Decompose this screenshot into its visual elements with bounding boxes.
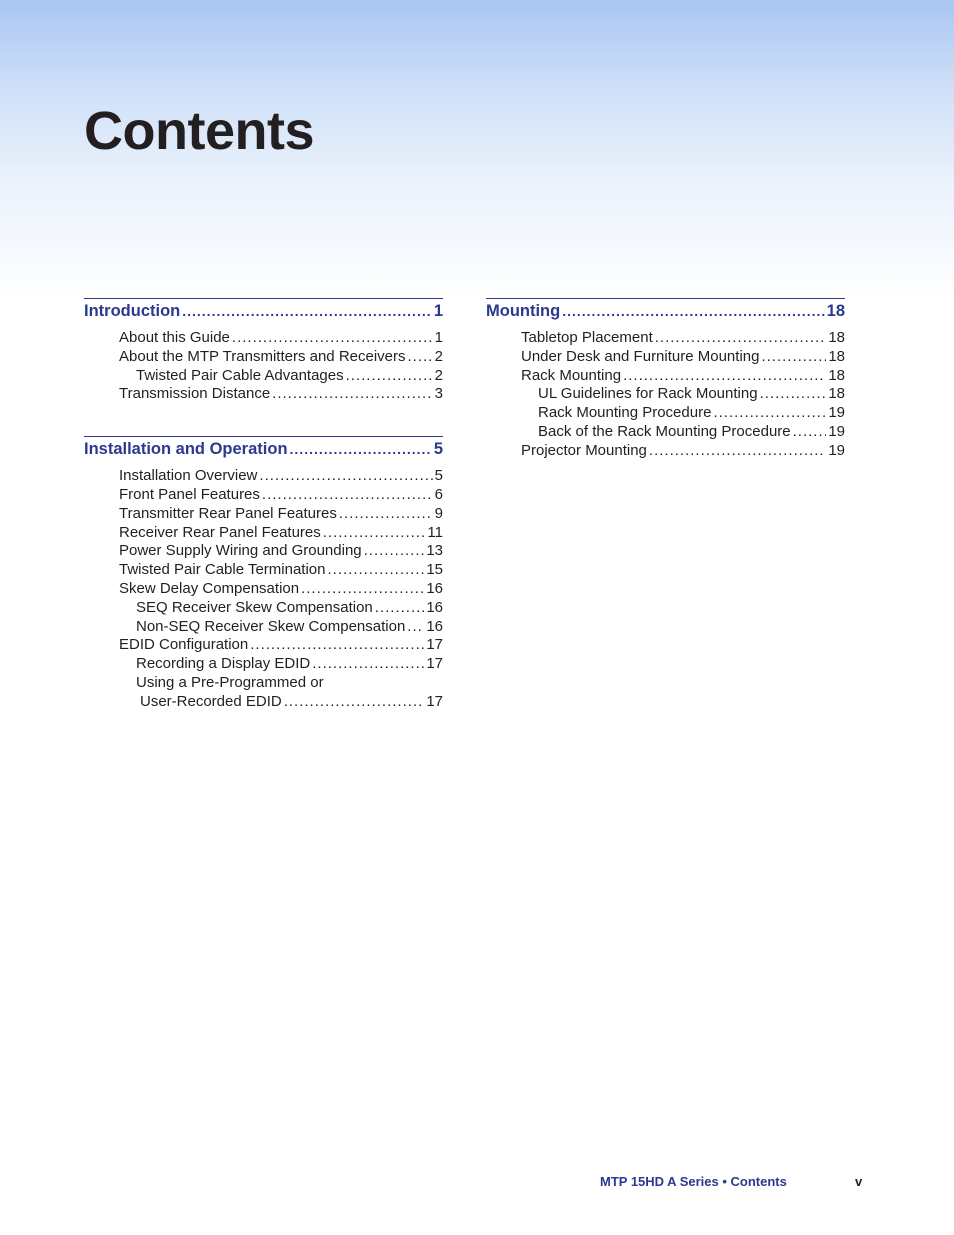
toc-entry[interactable] [119,505,443,524]
toc-column-left [84,298,468,732]
toc-section-heading[interactable] [84,298,443,324]
entry-title: Transmitter Rear Panel Features [119,504,337,522]
dot-leader [623,367,826,384]
dot-leader [793,423,827,440]
entry-page: 19 [828,422,845,440]
toc-entry[interactable] [119,561,443,580]
dot-leader [649,442,826,459]
toc-entry[interactable] [119,542,443,561]
dot-leader [272,385,432,402]
dot-leader [339,505,433,522]
entry-title: Transmission Distance [119,385,271,403]
dot-leader [290,441,432,457]
toc-entries [84,467,468,711]
toc-entry[interactable] [136,674,443,693]
toc-entry[interactable] [119,467,443,486]
dot-leader [327,561,424,578]
toc-entry[interactable] [521,348,845,367]
entry-page: 11 [427,523,443,541]
toc-entry[interactable] [136,618,443,637]
entry-page: 18 [828,366,845,384]
entry-title: Receiver Rear Panel Features [119,523,321,541]
section-title: Mounting [486,302,561,320]
dot-leader [407,618,424,635]
toc-entry[interactable] [538,385,845,404]
toc-section-introduction [84,298,468,404]
entry-title: EDID Configuration [119,636,249,654]
entry-title: Rack Mounting [521,366,622,384]
entry-title: Front Panel Features [119,485,260,503]
toc-section-installation [84,436,468,711]
entry-title: Using a Pre-Programmed or [136,673,324,691]
dot-leader [301,580,424,597]
entry-page: 19 [828,441,845,459]
entry-page: 17 [426,636,443,654]
toc-section-heading[interactable] [486,298,845,324]
entry-title: Power Supply Wiring and Grounding [119,542,362,560]
toc-entry[interactable] [136,367,443,386]
entry-title: Skew Delay Compensation [119,579,300,597]
dot-leader [284,693,425,710]
footer-page-number: v [855,1174,863,1189]
entry-title: About this Guide [119,329,230,346]
section-page: 5 [433,440,443,459]
dot-leader [562,303,824,319]
toc-entry[interactable] [119,580,443,599]
page-title: Contents [84,101,314,161]
entry-title: Installation Overview [119,467,258,485]
entry-page: 16 [426,598,443,616]
entry-page: 5 [434,467,443,485]
dot-leader [655,329,827,346]
section-page: 1 [433,302,443,320]
toc-entry[interactable] [119,329,443,348]
dot-leader [312,655,424,672]
toc-entry[interactable] [119,636,443,655]
entry-title: Projector Mounting [521,441,647,459]
dot-leader [761,348,826,365]
entry-title: About the MTP Transmitters and Receivers [119,347,406,365]
entry-title: SEQ Receiver Skew Compensation [136,598,373,616]
toc-entries [84,329,468,404]
toc-entry[interactable] [521,367,845,386]
entry-page: 18 [828,329,845,346]
dot-leader [375,599,425,616]
section-page: 18 [826,302,845,320]
dot-leader [262,486,433,503]
entry-page: 16 [426,579,443,597]
entry-title: UL Guidelines for Rack Mounting [538,385,758,403]
section-title: Installation and Operation [84,440,288,459]
dot-leader [250,636,424,653]
entry-page: 17 [426,692,443,710]
toc-entry[interactable] [136,599,443,618]
entry-page: 2 [434,366,443,384]
entry-page: 16 [426,617,443,635]
toc-entry[interactable] [119,486,443,505]
toc-entry[interactable] [521,442,845,461]
dot-leader [408,348,433,365]
entry-page: 13 [426,542,443,560]
dot-leader [232,329,433,346]
footer-doc-label: MTP 15HD A Series • Contents [600,1174,787,1189]
dot-leader [713,404,826,421]
toc-section-mounting [486,298,870,461]
entry-page: 2 [434,347,443,365]
toc-entry[interactable] [119,385,443,404]
entry-title: Non-SEQ Receiver Skew Compensation [136,617,406,635]
entry-page: 19 [828,404,845,422]
entry-page: 18 [828,385,845,403]
toc-entry[interactable] [538,423,845,442]
entry-title: Back of the Rack Mounting Procedure [538,422,791,440]
toc-entries [486,329,870,461]
dot-leader [760,385,827,402]
entry-page: 9 [434,504,443,522]
entry-page: 6 [434,485,443,503]
entry-page: 18 [828,347,845,365]
dot-leader [323,524,426,541]
dot-leader [182,303,432,319]
entry-page: 15 [426,561,443,579]
dot-leader [364,542,425,559]
toc-entry[interactable] [521,329,845,348]
entry-title: Under Desk and Furniture Mounting [521,347,760,365]
entry-title: Tabletop Placement [521,329,653,346]
entry-title: Twisted Pair Cable Advantages [136,366,344,384]
toc-entry[interactable] [119,524,443,543]
entry-title: Twisted Pair Cable Termination [119,561,326,579]
entry-page: 17 [426,655,443,673]
entry-page: 1 [434,329,443,346]
toc-entry[interactable] [140,693,443,712]
entry-title: Recording a Display EDID [136,655,311,673]
dot-leader [346,367,433,384]
toc-entry[interactable] [119,348,443,367]
dot-leader [259,467,432,484]
toc-column-right [486,298,870,481]
section-title: Introduction [84,302,181,320]
toc-section-heading[interactable] [84,436,443,462]
entry-title: User-Recorded EDID [140,692,282,710]
toc-entry[interactable] [538,404,845,423]
toc-entry[interactable] [136,655,443,674]
entry-title: Rack Mounting Procedure [538,404,712,422]
entry-page: 3 [434,385,443,403]
